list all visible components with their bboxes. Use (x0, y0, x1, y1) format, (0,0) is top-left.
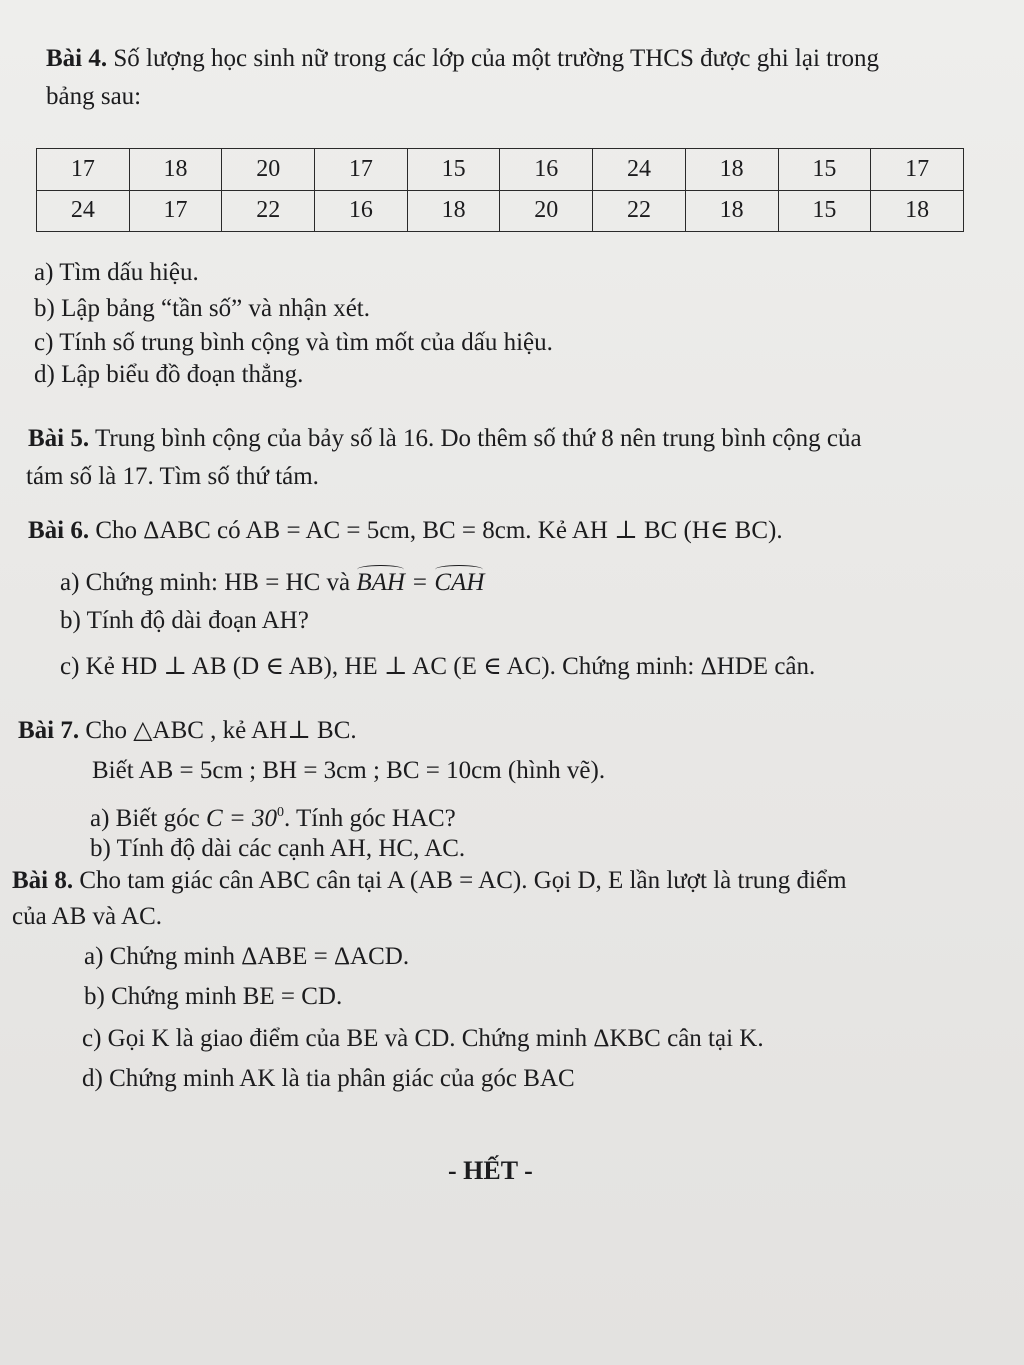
bai8-item-b: b) Chứng minh BE = CD. (84, 983, 343, 1010)
table-cell: 17 (129, 190, 222, 232)
bai8-text1: Cho tam giác cân ABC cân tại A (AB = AC). Gọi D, E lần lượt là trung điểm (79, 867, 847, 894)
bai4-heading: Bài 4. (46, 45, 108, 72)
bai7-line1 (18, 716, 357, 746)
table-cell: 24 (37, 190, 130, 232)
bai7-heading: Bài 7. (18, 717, 80, 744)
bai7-item-a (90, 798, 456, 834)
bai8-item-c: c) Gọi K là giao điểm của BE và CD. Chứng minh ΔKBC cân tại K. (82, 1025, 764, 1052)
angle-cah: CAH (434, 569, 485, 596)
bai7-text: Cho △ABC , kẻ AH⊥ BC. (85, 717, 357, 744)
table-cell: 17 (315, 149, 408, 191)
degree-mark: 0 (276, 805, 284, 820)
table-cell: 16 (500, 149, 593, 191)
bai5-text2: tám số là 17. Tìm số thứ tám. (26, 463, 319, 490)
bai4-text2: bảng sau: (46, 83, 142, 110)
bai5-line1 (28, 424, 862, 454)
bai4-item-c: c) Tính số trung bình cộng và tìm mốt của dấu hiệu. (34, 329, 553, 356)
end-marker: - HẾT - (448, 1156, 533, 1185)
table-cell: 18 (129, 149, 222, 191)
data-table (36, 148, 964, 232)
bai5-heading: Bài 5. (28, 425, 90, 452)
table-cell: 15 (778, 190, 871, 232)
table-cell: 22 (593, 190, 686, 232)
table-row (37, 149, 964, 191)
bai4-item-b: b) Lập bảng “tần số” và nhận xét. (34, 295, 370, 322)
table-row (37, 190, 964, 232)
table-cell: 15 (778, 149, 871, 191)
table-cell: 16 (315, 190, 408, 232)
table-cell: 20 (500, 190, 593, 232)
bai4-line1 (46, 44, 879, 74)
bai7-given: Biết AB = 5cm ; BH = 3cm ; BC = 10cm (hình vẽ). (92, 757, 606, 784)
bai6-heading: Bài 6. (28, 517, 90, 544)
bai6-item-a (60, 568, 484, 598)
bai6-line1 (28, 516, 783, 546)
bai7-item-b: b) Tính độ dài các cạnh AH, HC, AC. (90, 835, 466, 862)
table-cell: 18 (407, 190, 500, 232)
table-cell: 18 (685, 190, 778, 232)
table-cell: 17 (37, 149, 130, 191)
bai8-item-a: a) Chứng minh ΔABE = ΔACD. (84, 943, 410, 970)
bai7-a-math: C = 30 (205, 805, 277, 832)
angle-bah: BAH (356, 569, 405, 596)
bai4-item-d: d) Lập biểu đồ đoạn thẳng. (34, 361, 304, 388)
bai6-item-c: c) Kẻ HD ⊥ AB (D ∈ AB), HE ⊥ AC (E ∈ AC). Chứng minh: ΔHDE cân. (60, 653, 816, 680)
table-cell: 15 (407, 149, 500, 191)
angle-equals: = (411, 569, 429, 596)
bai5-text1: Trung bình cộng của bảy số là 16. Do thêm số thứ 8 nên trung bình cộng của (94, 425, 862, 452)
bai7-a-suffix: . Tính góc HAC? (283, 805, 456, 832)
bai8-heading: Bài 8. (12, 867, 74, 894)
bai6-a-prefix: a) Chứng minh: HB = HC và (60, 569, 351, 596)
bai6-text: Cho ΔABC có AB = AC = 5cm, BC = 8cm. Kẻ AH ⊥ BC (H∈ BC). (95, 517, 783, 544)
table-cell: 22 (222, 190, 315, 232)
table-cell: 18 (871, 190, 964, 232)
bai4-text1: Số lượng học sinh nữ trong các lớp của một trường THCS được ghi lại trong (113, 45, 879, 72)
bai7-a-prefix: a) Biết góc (90, 805, 200, 832)
table-cell: 20 (222, 149, 315, 191)
table-cell: 24 (593, 149, 686, 191)
table-cell: 18 (685, 149, 778, 191)
bai8-item-d: d) Chứng minh AK là tia phân giác của góc BAC (82, 1065, 575, 1092)
bai8-text2: của AB và AC. (12, 903, 162, 930)
bai8-line1 (12, 866, 847, 896)
table-cell: 17 (871, 149, 964, 191)
bai6-item-b: b) Tính độ dài đoạn AH? (60, 607, 309, 634)
bai4-item-a: a) Tìm dấu hiệu. (34, 259, 199, 286)
